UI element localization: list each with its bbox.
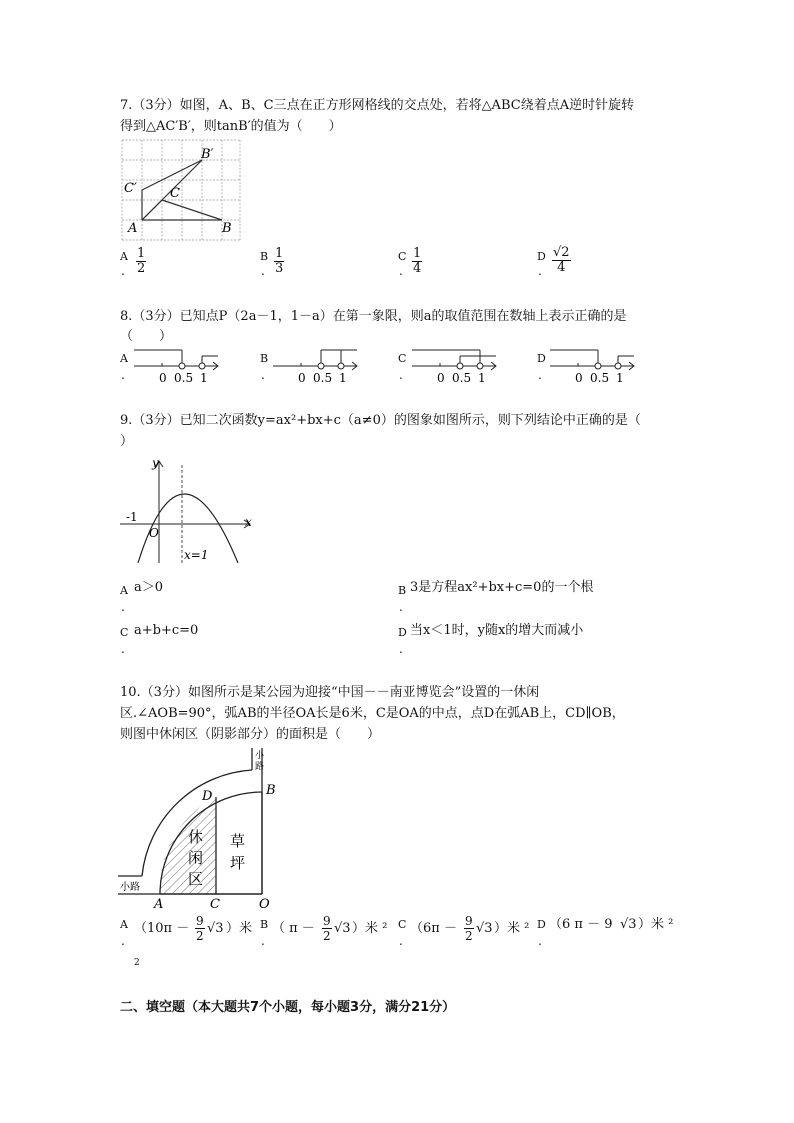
q8-A-tick-1: 1 [200, 371, 208, 385]
q8-opt-B-dot: . [261, 368, 265, 382]
q7-opt-D-num: √2 [553, 245, 570, 260]
q10-opt-A-tail: 2 [134, 958, 140, 968]
q8-text-line2: （ ） [120, 329, 173, 344]
q9-opt-C-dot: . [121, 642, 125, 656]
q7-opt-C-letter: C [398, 250, 407, 263]
q8-numberline-B [271, 346, 361, 386]
q10-label-C: C [210, 897, 220, 912]
q7-opt-B-dot: . [261, 264, 265, 278]
q10-opt-A-dot: . [121, 934, 125, 948]
q9-opt-A-text: a＞0 [134, 580, 164, 595]
q10-opt-A-num: 9 [196, 914, 204, 928]
q10-opt-C-num: 9 [465, 914, 473, 928]
q10-opt-D-pre: （6 π － 9 [549, 917, 613, 932]
q7-label-C: C [170, 186, 180, 201]
q8-C-tick-1: 1 [478, 371, 486, 385]
q9-label-x: x [245, 515, 252, 529]
q7-opt-A-dot: . [121, 264, 125, 278]
q10-opt-C-den: 2 [465, 929, 473, 943]
q10-opt-D-letter: D [537, 918, 546, 931]
q7-opt-A-den: 2 [137, 261, 146, 276]
q10-park-figure [118, 744, 288, 914]
q7-opt-A-fraction [136, 247, 146, 276]
q9-text-line2: ） [120, 434, 134, 449]
q7-label-C-prime: C′ [124, 181, 137, 196]
q9-opt-D-text: 当x＜1时，y随x的增大而减小 [410, 623, 584, 638]
q7-text-line2: 得到△AC′B′，则tanB′的值为（ ） [120, 119, 342, 134]
q10-label-A: A [154, 897, 164, 912]
q10-text-line2: 区.∠AOB=90°，弧AB的半径OA长是6米，C是OA的中点，点D在弧AB上，CD∥OB， [120, 706, 625, 721]
q8-opt-A-dot: . [121, 368, 125, 382]
q7-label-B-prime: B′ [201, 147, 214, 162]
q9-opt-C-text: a+b+c=0 [134, 623, 199, 638]
q10-opt-D-post: ）米 ² [638, 917, 674, 932]
q10-opt-C-pre: （6π － [410, 921, 457, 936]
q9-label-O: O [149, 526, 159, 540]
q8-C-tick-0.5: 0.5 [452, 371, 472, 385]
q8-opt-C-dot: . [399, 368, 403, 382]
q10-opt-B-letter: B [260, 918, 269, 931]
q7-opt-C-num: 1 [413, 246, 422, 261]
q10-opt-B-pre: （ π － [272, 921, 315, 936]
q10-opt-B-fraction [322, 914, 332, 943]
q10-label-D: D [202, 789, 213, 804]
q9-opt-B-letter: B [398, 584, 407, 597]
q10-opt-A-letter: A [120, 918, 128, 931]
q9-opt-B-text: 3是方程ax²+bx+c=0的一个根 [410, 580, 594, 595]
q8-opt-A-letter: A [120, 352, 128, 365]
q9-opt-D-letter: D [398, 626, 407, 639]
q10-opt-B-num: 9 [323, 914, 331, 928]
q8-numberline-C [410, 346, 500, 386]
q7-opt-B-den: 3 [275, 261, 284, 276]
q7-opt-D-letter: D [537, 250, 546, 263]
q10-opt-B-den: 2 [323, 929, 331, 943]
q10-opt-A-root: √3 [207, 921, 224, 936]
q10-opt-C-post: ）米 ² [494, 921, 530, 936]
q8-B-tick-1: 1 [339, 371, 347, 385]
q10-road-top-2: 路 [255, 762, 265, 772]
q8-D-tick-1: 1 [616, 371, 624, 385]
q7-opt-D-dot: . [538, 264, 542, 278]
q10-opt-D-root: √3 [620, 917, 637, 932]
q8-opt-D-letter: D [537, 352, 546, 365]
q10-label-O: O [259, 897, 270, 912]
q10-opt-B-post: ）米 ² [352, 921, 388, 936]
q9-label-y: y [152, 456, 159, 470]
q10-opt-A-pre: （10π － [134, 921, 190, 936]
q9-label-minus1: -1 [126, 510, 138, 524]
section-2-heading: 二、填空题（本大题共7个小题，每小题3分，满分21分） [120, 1000, 456, 1015]
q8-A-tick-0: 0 [159, 371, 167, 385]
q8-numberline-A [132, 346, 222, 386]
q7-text-line1: 7.（3分）如图，A、B、C三点在正方形网格线的交点处，若将△ABC绕着点A逆时针旋转 [120, 98, 635, 113]
q10-opt-B-dot: . [261, 934, 265, 948]
q7-opt-A-letter: A [120, 250, 128, 263]
q10-road-left: 小路 [120, 882, 140, 893]
q7-opt-C-fraction [412, 247, 422, 276]
q7-label-A: A [128, 221, 138, 236]
q8-opt-C-letter: C [398, 352, 407, 365]
q8-C-tick-0: 0 [437, 371, 445, 385]
q10-label-B: B [266, 783, 276, 798]
q8-numberline-D [548, 346, 638, 386]
q7-opt-B-fraction [274, 247, 284, 276]
q10-road-top-1: 小 [255, 751, 265, 761]
q9-opt-C-letter: C [120, 626, 129, 639]
q7-opt-D-fraction [552, 246, 571, 275]
q7-opt-B-letter: B [260, 250, 269, 263]
q10-opt-C-dot: . [399, 934, 403, 948]
q9-label-axis: x=1 [184, 548, 209, 562]
q8-opt-B-letter: B [260, 352, 269, 365]
q8-text-line1: 8.（3分）已知点P（2a－1，1－a）在第一象限，则a的取值范围在数轴上表示正确的是 [120, 309, 627, 324]
q9-parabola-figure [118, 455, 258, 567]
q7-grid-figure [118, 137, 244, 243]
q10-text-line3: 则图中休闲区（阴影部分）的面积是（ ） [120, 727, 381, 742]
q10-text-line1: 10.（3分）如图所示是某公园为迎接“中国－－南亚博览会”设置的一休闲 [120, 685, 540, 700]
q7-opt-A-num: 1 [137, 246, 146, 261]
q10-opt-C-root: √3 [476, 921, 493, 936]
q10-grass-1: 草 [230, 832, 246, 850]
q9-opt-D-dot: . [399, 642, 403, 656]
q10-opt-A-fraction [195, 914, 205, 943]
q9-opt-B-dot: . [399, 600, 403, 614]
q10-rest-1: 休 [188, 828, 204, 846]
q10-opt-B-root: √3 [334, 921, 351, 936]
q10-opt-C-letter: C [398, 918, 407, 931]
q10-opt-C-fraction [464, 914, 474, 943]
q10-opt-A-den: 2 [196, 929, 204, 943]
q10-rest-2: 闲 [188, 849, 204, 867]
q8-D-tick-0.5: 0.5 [590, 371, 610, 385]
q8-opt-D-dot: . [538, 368, 542, 382]
q8-D-tick-0: 0 [575, 371, 583, 385]
q8-B-tick-0.5: 0.5 [313, 371, 333, 385]
q10-opt-D-dot: . [538, 934, 542, 948]
q10-opt-A-post: ）米 [226, 921, 253, 936]
q10-rest-3: 区 [188, 870, 204, 888]
q7-opt-D-den: 4 [557, 260, 566, 275]
q7-label-B: B [222, 221, 232, 236]
q7-opt-B-num: 1 [275, 246, 284, 261]
q9-opt-A-letter: A [120, 584, 128, 597]
q9-opt-A-dot: . [121, 600, 125, 614]
q7-opt-C-dot: . [399, 264, 403, 278]
q9-text-line1: 9.（3分）已知二次函数y=ax²+bx+c（a≠0）的图象如图所示，则下列结论中正确的是（ [120, 413, 641, 428]
q8-B-tick-0: 0 [298, 371, 306, 385]
q7-opt-C-den: 4 [413, 261, 422, 276]
q10-grass-2: 坪 [230, 854, 246, 872]
q8-A-tick-0.5: 0.5 [174, 371, 194, 385]
